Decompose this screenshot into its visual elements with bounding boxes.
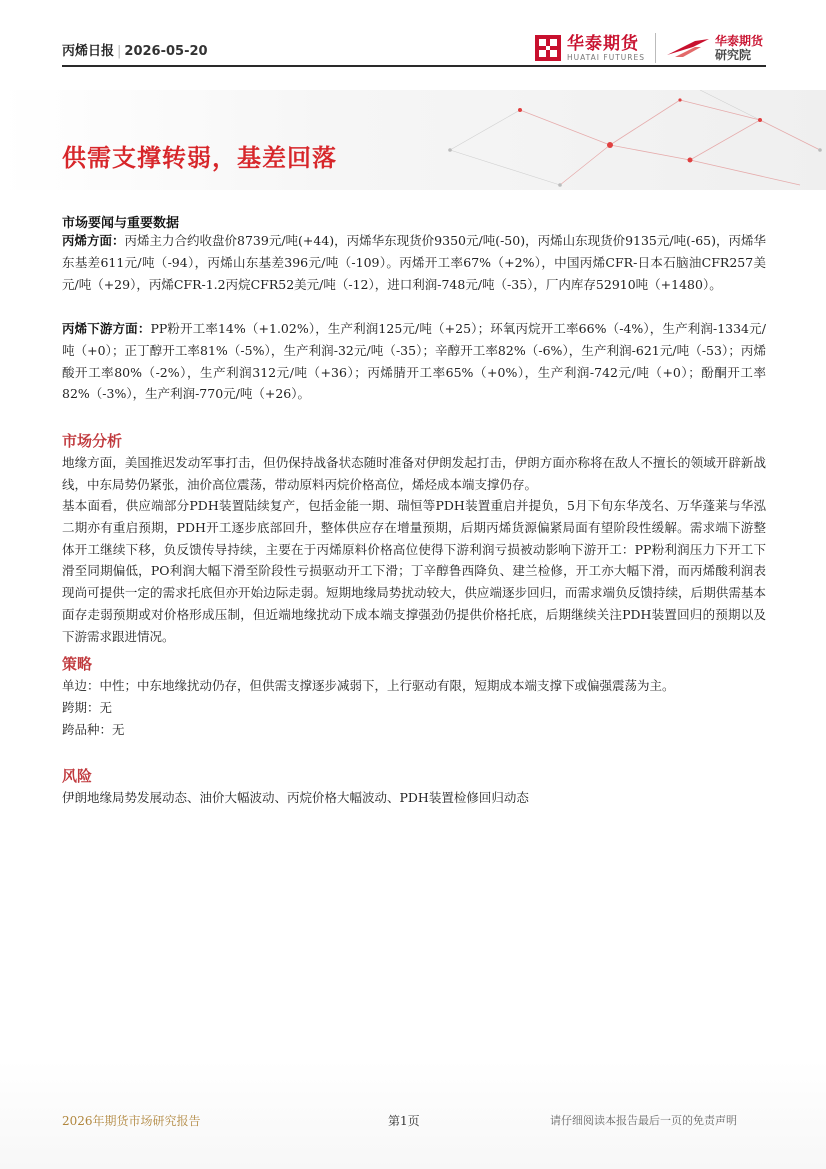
risk-heading: 风险 [62,767,93,785]
report-header-label [62,40,208,59]
huatai-futures-logo [535,30,645,66]
news-paragraph-downstream [62,318,766,405]
logo-english-name: HUATAI FUTURES [567,52,645,62]
news-paragraph-propylene [62,230,766,295]
report-title: 供需支撑转弱，基差回落 [62,144,337,172]
strategy-calendar: 跨期：无 [62,700,113,715]
analysis-heading: 市场分析 [62,432,123,450]
strategy-cross-product: 跨品种：无 [62,722,125,737]
institute-name-line1: 华泰期货 [715,34,764,48]
report-name: 丙烯日报 [62,44,115,59]
news-p2-text: PP粉开工率14%（+1.02%），生产利润125元/吨（+25）；环氧丙烷开工率66%（-4%），生产利润-1334元/吨（+0）；正丁醇开工率81%（-5%），生产利润-32元/吨（-35）；辛醇开工率82%（-6%），生产利润-621元/吨（-53）；丙烯酸开工率80%（-2%），生产利润312元/吨（+36）；丙烯腈开工率65%（+0%），生产利润-742元/吨（+0）；酚酮开工率82%（-3%），生产利润-770元/吨（+26）。 [62,321,766,402]
header-rule [62,65,766,67]
logo-divider [655,33,656,63]
strategy-outright: 单边：中性；中东地缘扰动仍存，但供需支撑逐步减弱下，上行驱动有限，短期成本端支撑下或偏强震荡为主。 [62,678,675,693]
analysis-paragraph-fundamentals: 基本面看，供应端部分PDH装置陆续复产，包括金能一期、瑞恒等PDH装置重启并提负，5月下旬东华茂名、万华蓬莱与华泓二期亦有重启预期，PDH开工逐步底部回升，整体供应存在增量预期，后期丙烯货源偏紧局面有望阶段性缓解。需求端下游整体开工继续下移，负反馈传导持续，主要在于丙烯原料价格高位使得下游利润亏损被动影响下游开工：PP粉利润压力下开工下滑至同期偏低，PO利润大幅下滑至阶段性亏损驱动开工下滑；丁辛醇鲁西降负、建兰检修，开工亦大幅下滑，而丙烯酸利润表现尚可提供一定的需求托底但亦开始边际走弱。短期地缘局势扰动较大，供应端逐步回归，而需求端负反馈持续，后期供需基本面存走弱预期或对价格形成压制，但近端地缘扰动下成本端支撑强劲仍提供价格托底，后期继续关注PDH装置回归的预期以及下游需求跟进情况。 [62,498,766,644]
analysis-paragraph-geopolitics: 地缘方面，美国推迟发动军事打击，但仍保持战备状态随时准备对伊朗发起打击，伊朗方面亦称将在敌人不擅长的领域开辟新战线，中东局势仍紧张，油价高位震荡，带动原料丙烷价格高位，烯烃成本端支撑仍存。 [62,455,766,492]
header-separator: | [117,44,122,59]
news-p1-label: 丙烯方面： [62,233,125,248]
news-p1-text: 丙烯主力合约收盘价8739元/吨(+44)，丙烯华东现货价9350元/吨(-50)，丙烯山东现货价9135元/吨(-65)，丙烯华东基差611元/吨（-94），丙烯山东基差396元/吨（-109）。丙烯开工率67%（+2%），中国丙烯CFR-日本石脑油CFR257美元/吨（+29），丙烯CFR-1.2丙烷CFR52美元/吨（-12），进口利润-748元/吨（-35），厂内库存52910吨（+1480）。 [62,233,766,292]
footer-disclaimer-note: 请仔细阅读本报告最后一页的免责声明 [550,1114,737,1127]
footer-report-series: 2026年期货市场研究报告 [62,1114,201,1128]
news-p2-label: 丙烯下游方面： [62,321,151,336]
institute-logo-icon [665,35,711,61]
huatai-logo-icon [535,35,561,61]
institute-logo [665,30,763,66]
strategy-heading: 策略 [62,655,93,673]
risk-text: 伊朗地缘局势发展动态、油价大幅波动、丙烷价格大幅波动、PDH装置检修回归动态 [62,790,529,805]
report-date: 2026-05-20 [124,44,208,59]
institute-name-line2: 研究院 [715,48,752,62]
page-number: 第1页 [388,1114,420,1128]
news-heading: 市场要闻与重要数据 [62,216,180,231]
logo-chinese-name: 华泰期货 [567,33,639,54]
